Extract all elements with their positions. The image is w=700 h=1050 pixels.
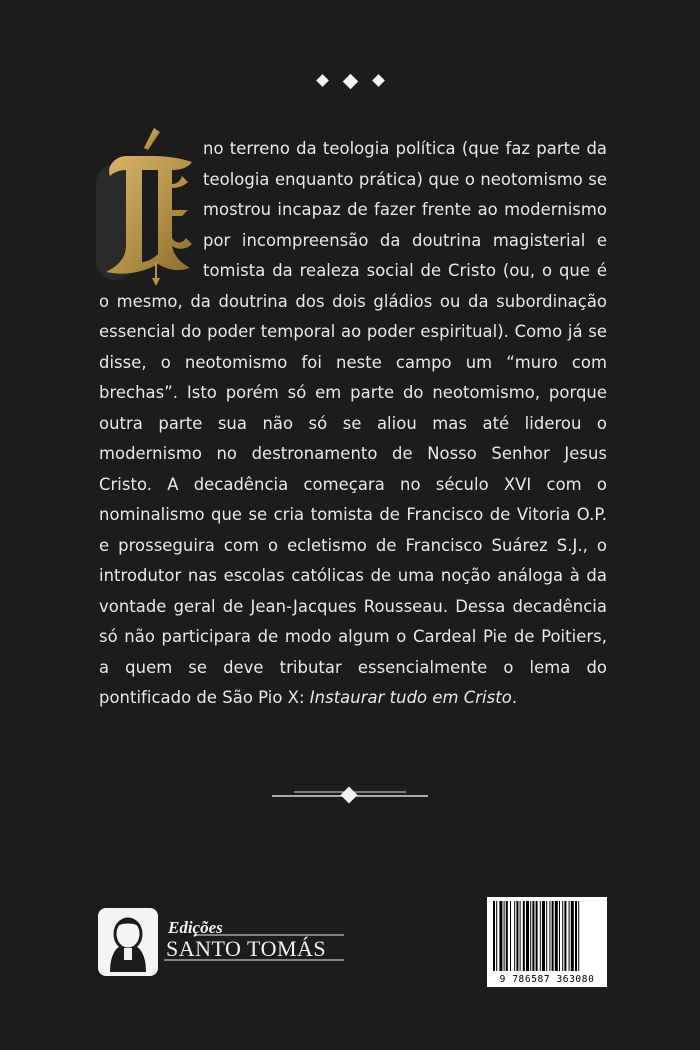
publisher-line1: Edições (168, 918, 223, 937)
line-diamond-divider-icon (272, 785, 428, 805)
isbn-barcode (487, 897, 607, 987)
back-cover-text (99, 134, 607, 714)
dropcap-space (99, 134, 203, 284)
diamond-icon (342, 74, 358, 90)
body-text-main: no terreno da teologia política (que faz parte da teologia enquanto prática) que o neotomismo se mostrou incapaz de fazer frente ao modernismo por incompreensão da doutrina magisterial e tomista da realeza social de Cristo (ou, o que é o mesmo, da doutrina dos dois gládios ou da subordinação essencial do poder temporal ao poder espiritual). Como já se disse, o neotomismo foi neste campo um “muro com brechas”. Isto porém só em parte do neotomismo, porque outra parte sua não só se aliou mas até liderou o modernismo no destronamento de Nosso Senhor Jesus Cristo. A decadência começara no século XVI com o nominalismo que se cria tomista de Francisco de Vitoria O.P. e prosseguira com o ecletismo de Francisco Suárez S.J., o introdutor nas escolas católicas de uma noção análoga à da vontade geral de Jean-Jacques Rousseau. Dessa decadência só não participara de modo algum o Cardeal Pie de Poitiers, a quem se deve tributar essencialmente o lema do pontificado de São Pio X: (99, 139, 607, 707)
body-text-end: . (511, 688, 518, 707)
barcode-number: 9 786587 363080 (499, 974, 595, 985)
diamond-icon (316, 74, 329, 87)
body-text-italic: Instaurar tudo em Cristo (309, 688, 512, 707)
diamond-icon (372, 74, 385, 87)
publisher-logo (98, 908, 348, 976)
top-ornament (0, 76, 700, 87)
publisher-line2: SANTO TOMÁS (166, 936, 327, 961)
